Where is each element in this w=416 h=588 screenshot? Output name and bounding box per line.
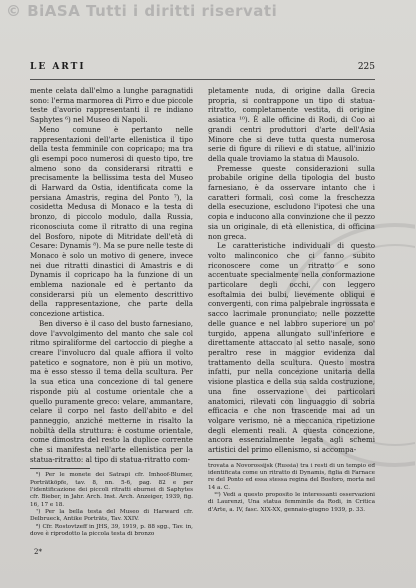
paragraph: Le caratteristiche individuali di questo volto malinconico che ci fanno subito riconoscere come un ritratto e sono accentuate specialmente nella conformazione particolare degli occhi, con leggero esoftalmia dei bulbi, lievemente obliqui e convergenti, con rima palpebrale ingrossata e sacco lacrimale pronunciato; nelle pozzette delle guance e nel labbro superiore un po' turgido, appena allungato sull'inferiore e direttamente attaccato al setto nasale, sono peraltro rese in maggior evidenza dal trattamento della scultura. Questo mostra infatti, pur nella concezione unitaria della visione plastica e della sua salda costruzione, una fine osservazione dei particolari anatomici, rilevati con linguaggio di sobria efficacia e che non trascende mai ad un volgare verismo, nè a meccanica ripetizione degli elementi reali. A questa concezione, ancora essenzialmente legata agli schemi artistici del primo ellenismo, si accompa-: [208, 241, 375, 455]
signature-mark: 2*: [34, 548, 42, 556]
footnotes: [208, 463, 375, 514]
journal-title: LE ARTI: [30, 62, 86, 72]
footnote: ⁶) Per le monete dei Satrapi cfr. Imhoof-Blumer, Porträtköpfe, tav. 8, nn. 5-6, pag. 82 e per l'identificazione dei piccoli ritratti eburnei di Saphytes cfr. Bieber, in Jahr. Arch. Inst. Arch. Anzeiger, 1939, fig. 16, 17 e 18.: [30, 472, 193, 508]
footnote: trovata a Novorossijsk (Russia) tra i resti di un tempio ed identificata come un ritratto di Dynamis, figlia di Farnace re del Ponto ed essa stessa regina del Bosforo, morta nel 14 a. C.: [208, 462, 375, 491]
paragraph: pletamente nuda, di origine dalla Grecia propria, si contrappone un tipo di statua-ritratto, completamente vestita, di origine asiatica ¹⁰). È alle officine di Rodi, di Coo ai grandi centri produttori d'arte dell'Asia Minore che si deve tutta questa numerosa serie di figure di rilievi e di statue, all'inizio della quale troviamo la statua di Mausolo.: [208, 86, 375, 163]
paragraph: Ben diverso è il caso del busto farnesiano, dove l'avvolgimento del manto che sale col ritmo spiraliforme del cartoccio di pieghe a creare l'involucro dal quale affiora il volto patetico e sognatore, non è più un motivo, ma è esso stesso il tema della scultura. Per la sua etica una concezione di tal genere risponde più al costume orientale che a quello puramente greco: velare, ammantare, celare il corpo nel fasto dell'abito e del panneggio, anziché metterne in risalto la nobiltà della struttura: è costume orientale, come dimostra del resto la duplice corrente che si manifesta nell'arte ellenistica per la statua-ritratto: al tipo di statua-ritratto com-: [30, 318, 193, 464]
footnote: ⁷) Per la bella testa del Museo di Harward cfr. Delbrueck, Antike Porträts, Tav. XXIV.: [30, 508, 193, 523]
footnotes: [30, 472, 193, 538]
header-rule: [30, 79, 375, 80]
left-column: [30, 86, 193, 538]
footnote-divider: [30, 468, 90, 469]
footnote: ¹⁰) Vedi a questo proposito le interessanti osservazioni di Laurenzi, Una statua femminile da Rodi, in Critica d'Arte, a. IV, fasc. XIX-XX, gennaio-giugno 1939, p. 33.: [208, 491, 375, 513]
page-number: 225: [357, 62, 375, 72]
footnote: ⁸) Cfr. Rostovtzeff in JHS, 39, 1919, p. 88 sgg., Tav. in, dove è riprodotto la piccola testa di bronzo: [30, 523, 193, 537]
watermark: © BiASA Tutti i diritti riservati: [6, 2, 278, 20]
paragraph: Premesse queste considerazioni sulla probabile origine della tipologia del busto farnesiano, è da osservare intanto che i caratteri formali, così come la freschezza della esecuzione, escludono l'ipotesi che una copia e inducono alla convinzione che il pezzo sia un originale, di età ellenistica, di officina non greca.: [208, 163, 375, 241]
paragraph: Meno comune è pertanto nelle rappresentazioni dell'arte ellenistica il tipo della testa femminile con copricapo; ma tra gli esempi poco numerosi di questo tipo, tre almeno sono da considerarsi ritratti e precisamente la bellissima testa del Museo di Harward da Ostia, identificata come la persiana Amastris, regina del Ponto ⁷), la cosidetta Medusa di Monaco e la testa di bronzo, di piccolo modulo, dalla Russia, riconosciuta come il ritratto di una regina del Bosforo, nipote di Mitridate dell'età di Cesare: Dynamis ⁸). Ma se pure nelle teste di Monaco è solo un motivo di genere, invece nei due ritratti dinastici di Amastris e di Dynamis il copricapo ha la funzione di un emblema nazionale ed è pertanto da considerarsi più un elemento descrittivo della rappresentazione, che parte della concezione artistica.: [30, 124, 193, 319]
right-column: [208, 86, 375, 514]
footnote-divider: [208, 459, 268, 460]
paragraph: mente celata dall'elmo a lunghe paragnatidi sono: l'erma marmorea di Pirro e due piccole teste d'avorio rappresentanti il re indiano Saphytes ⁶) nel Museo di Napoli.: [30, 86, 193, 125]
running-header: [30, 62, 375, 76]
